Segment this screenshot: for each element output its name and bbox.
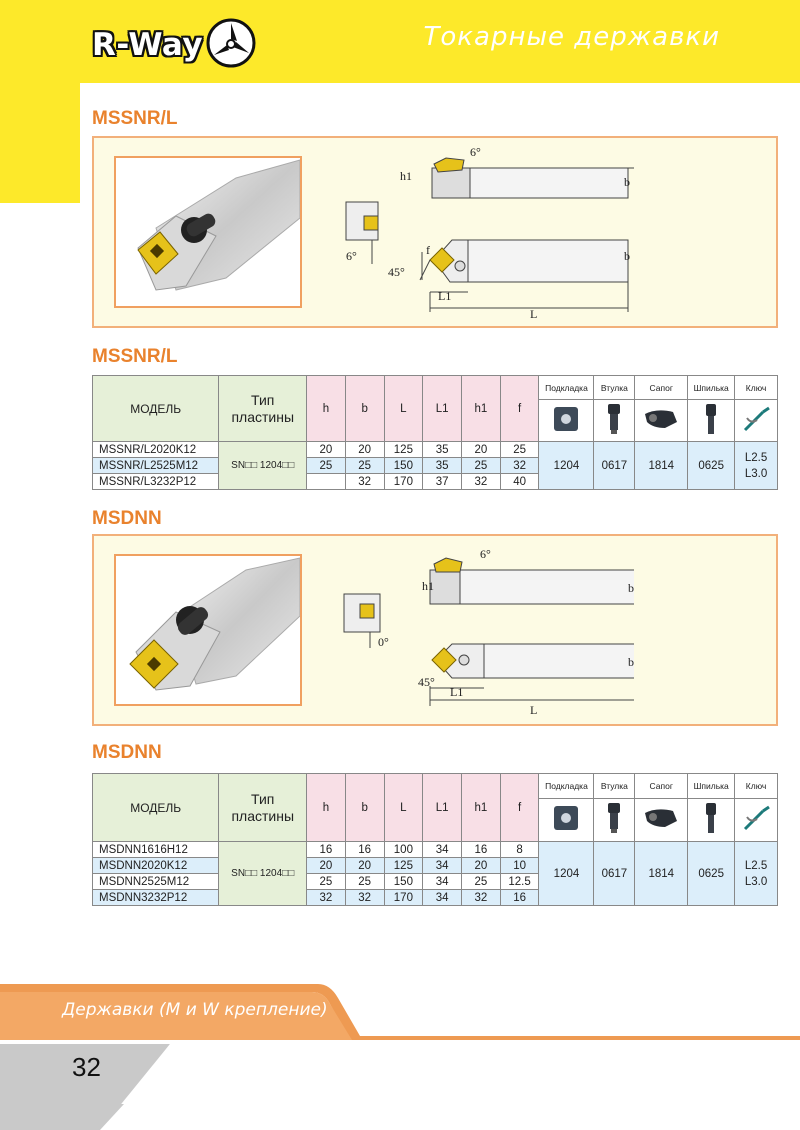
insert-type-value: SN□□ 1204□□	[219, 442, 307, 490]
table-cell-b: 20	[345, 442, 384, 458]
drawing-L1-label: L1	[450, 685, 464, 699]
table-cell-h: 20	[307, 858, 346, 874]
column-header-L1: L1	[423, 376, 462, 442]
section-title-mssnr-image: MSSNR/L	[92, 108, 178, 129]
table-cell-L: 150	[384, 458, 423, 474]
table-cell-L: 125	[384, 858, 423, 874]
column-header-b: b	[345, 774, 384, 842]
table-cell-L: 100	[384, 842, 423, 858]
mssnr-tool-photo	[114, 156, 302, 308]
table-cell-h: 25	[307, 874, 346, 890]
column-header-L1: L1	[423, 774, 462, 842]
table-cell-h: 16	[307, 842, 346, 858]
drawing-b-plan-label: b	[628, 655, 634, 669]
section-title-msdnn-image: MSDNN	[92, 508, 162, 529]
drawing-angle-side-label: 6°	[346, 249, 357, 263]
table-cell-f: 40	[500, 474, 539, 490]
page-number: 32	[72, 1052, 101, 1082]
drawing-h1-label: h1	[422, 579, 434, 593]
drawing-angle-top-label: 6°	[480, 547, 491, 561]
table-cell-L: 125	[384, 442, 423, 458]
table-cell-b: 20	[345, 858, 384, 874]
column-header-f: f	[500, 774, 539, 842]
table-cell-h: 25	[307, 458, 346, 474]
drawing-b-plan-label: b	[624, 249, 630, 263]
table-cell-h: 20	[307, 442, 346, 458]
table-cell-h1: 16	[461, 842, 500, 858]
shim-value: 1204	[539, 842, 594, 906]
section-title-msdnn-table: MSDNN	[92, 742, 162, 763]
column-header-pin: Шпилька	[688, 376, 735, 400]
column-header-clamp: Сапог	[635, 376, 688, 400]
table-cell-b: 32	[345, 474, 384, 490]
drawing-h1-label: h1	[400, 169, 412, 183]
table-cell-f: 10	[500, 858, 539, 874]
key-value: L2.5 L3.0	[735, 842, 778, 906]
table-cell-f: 8	[500, 842, 539, 858]
column-header-L: L	[384, 376, 423, 442]
pin-value: 0625	[688, 442, 735, 490]
table-cell-h1: 25	[461, 874, 500, 890]
table-row-model: MSSNR/L3232P12	[93, 474, 219, 490]
msdnn-tool-photo	[114, 554, 302, 706]
drawing-L-label: L	[530, 703, 538, 717]
sleeve-value: 0617	[594, 842, 635, 906]
table-cell-b: 32	[345, 890, 384, 906]
table-cell-L1: 34	[423, 890, 462, 906]
sleeve-value: 0617	[594, 442, 635, 490]
msdnn-spec-table	[92, 773, 778, 906]
table-cell-h1: 32	[461, 474, 500, 490]
drawing-angle-plan-label: 45°	[418, 675, 435, 689]
insert-type-value: SN□□ 1204□□	[219, 842, 307, 906]
column-header-model: МОДЕЛЬ	[93, 774, 219, 842]
column-header-insert-type: Тип пластины	[219, 774, 307, 842]
shim-part-icon	[539, 798, 594, 841]
clamp-part-icon	[635, 798, 688, 841]
column-header-key: Ключ	[735, 376, 778, 400]
column-header-f: f	[500, 376, 539, 442]
key-part-icon	[735, 400, 778, 442]
table-cell-h: 32	[307, 890, 346, 906]
msdnn-image-panel	[92, 534, 778, 726]
table-cell-h	[307, 474, 346, 490]
column-header-pin: Шпилька	[688, 774, 735, 799]
table-row-model: MSDNN2020K12	[93, 858, 219, 874]
key-part-icon	[735, 798, 778, 841]
column-header-sleeve: Втулка	[594, 376, 635, 400]
drawing-f-label: f	[426, 243, 430, 257]
column-header-h: h	[307, 774, 346, 842]
drawing-L-label: L	[530, 307, 538, 321]
table-cell-L1: 35	[423, 442, 462, 458]
drawing-angle-plan-label: 45°	[388, 265, 405, 279]
column-header-h1: h1	[461, 774, 500, 842]
column-header-insert-type: Тип пластины	[219, 376, 307, 442]
drawing-b-top-label: b	[628, 581, 634, 595]
table-cell-L1: 34	[423, 874, 462, 890]
table-cell-b: 25	[345, 458, 384, 474]
brand-name: R-Way	[92, 27, 204, 63]
column-header-b: b	[345, 376, 384, 442]
column-header-clamp: Сапог	[635, 774, 688, 799]
mssnr-image-panel	[92, 136, 778, 328]
shim-value: 1204	[539, 442, 594, 490]
table-cell-h1: 25	[461, 458, 500, 474]
table-cell-f: 25	[500, 442, 539, 458]
column-header-L: L	[384, 774, 423, 842]
table-row-model: MSDNN1616H12	[93, 842, 219, 858]
table-cell-L1: 37	[423, 474, 462, 490]
column-header-shim: Подкладка	[539, 376, 594, 400]
clamp-value: 1814	[635, 442, 688, 490]
table-cell-f: 32	[500, 458, 539, 474]
column-header-sleeve: Втулка	[594, 774, 635, 799]
brand-logo	[92, 20, 257, 70]
key-value: L2.5 L3.0	[735, 442, 778, 490]
column-header-h: h	[307, 376, 346, 442]
table-row-model: MSSNR/L2020K12	[93, 442, 219, 458]
pin-value: 0625	[688, 842, 735, 906]
sleeve-part-icon	[594, 400, 635, 442]
footer-caption: Державки (M и W крепление)	[62, 1000, 328, 1020]
table-cell-b: 25	[345, 874, 384, 890]
table-cell-h1: 20	[461, 442, 500, 458]
mssnr-technical-drawing	[334, 142, 634, 322]
pin-part-icon	[688, 400, 735, 442]
drawing-angle-top-label: 6°	[470, 145, 481, 159]
table-cell-L: 170	[384, 890, 423, 906]
column-header-key: Ключ	[735, 774, 778, 799]
msdnn-technical-drawing	[334, 540, 634, 720]
table-row-model: MSSNR/L2525M12	[93, 458, 219, 474]
table-row-model: MSDNN3232P12	[93, 890, 219, 906]
sleeve-part-icon	[594, 798, 635, 841]
pin-part-icon	[688, 798, 735, 841]
table-cell-b: 16	[345, 842, 384, 858]
header-side-tab	[0, 83, 80, 203]
table-cell-f: 16	[500, 890, 539, 906]
brand-emblem-icon	[205, 17, 257, 69]
table-cell-h1: 32	[461, 890, 500, 906]
clamp-value: 1814	[635, 842, 688, 906]
page-category-title: Токарные державки	[423, 22, 720, 52]
table-row-model: MSDNN2525M12	[93, 874, 219, 890]
mssnr-spec-table	[92, 375, 778, 490]
table-cell-f: 12.5	[500, 874, 539, 890]
drawing-L1-label: L1	[438, 289, 452, 303]
table-cell-L1: 35	[423, 458, 462, 474]
table-cell-L: 150	[384, 874, 423, 890]
table-cell-L1: 34	[423, 842, 462, 858]
table-cell-L: 170	[384, 474, 423, 490]
section-title-mssnr-table: MSSNR/L	[92, 346, 178, 367]
column-header-h1: h1	[461, 376, 500, 442]
drawing-b-top-label: b	[624, 175, 630, 189]
drawing-angle-side-label: 0°	[378, 635, 389, 649]
column-header-model: МОДЕЛЬ	[93, 376, 219, 442]
table-cell-L1: 34	[423, 858, 462, 874]
clamp-part-icon	[635, 400, 688, 442]
shim-part-icon	[539, 400, 594, 442]
column-header-shim: Подкладка	[539, 774, 594, 799]
table-cell-h1: 20	[461, 858, 500, 874]
